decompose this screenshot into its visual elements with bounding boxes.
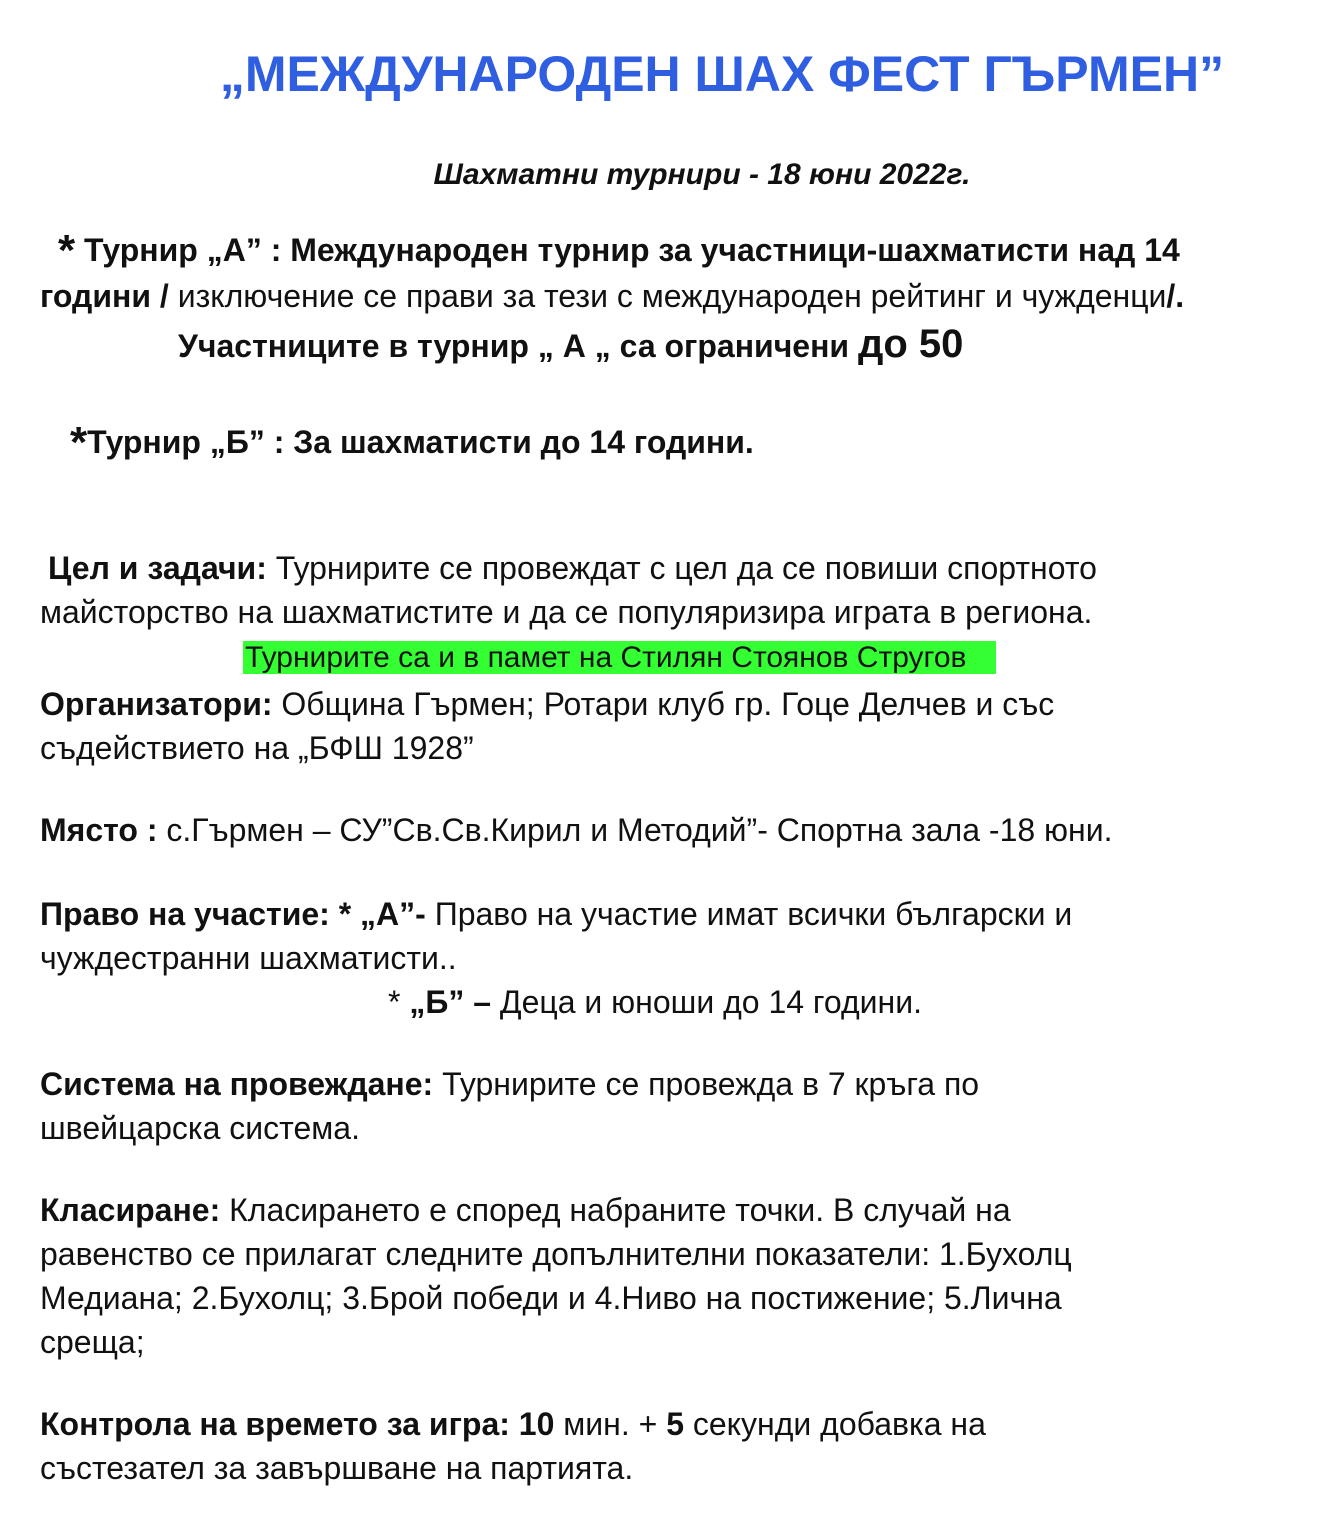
goals-line-1 bbox=[48, 546, 1097, 590]
tournament-a-note-bold: години / bbox=[40, 278, 169, 314]
time-control-label: Контрола на времето за игра: bbox=[40, 1406, 510, 1442]
time-control-minutes: 10 bbox=[509, 1406, 555, 1442]
eligibility-line-2: чуждестранни шахматисти.. bbox=[40, 940, 457, 976]
system-text-1: Турнирите се провежда в 7 кръга по bbox=[433, 1066, 980, 1102]
ranking-line-3: Медиана; 2.Бухолц; 3.Брой победи и 4.Ниво на постижение; 5.Лична bbox=[40, 1280, 1062, 1316]
ranking-text-1: Класирането е според набраните точки. В случай на bbox=[220, 1192, 1011, 1228]
tournament-a-limit-text: Участниците в турнир „ А „ са ограничени bbox=[178, 328, 858, 364]
organizers-label: Организатори: bbox=[40, 686, 273, 722]
goals-label: Цел и задачи: bbox=[48, 550, 267, 586]
ranking-line-4: среща; bbox=[40, 1324, 145, 1360]
tournament-a-title: Турнир „А” : Международен турнир за участници-шахматисти над 14 bbox=[84, 232, 1180, 268]
organizers-text-1: Община Гърмен; Ротари клуб гр. Гоце Делчев и със bbox=[272, 686, 1055, 722]
eligibility-text-1: Право на участие имат всички български и bbox=[425, 896, 1073, 932]
eligibility-b-star: * bbox=[388, 984, 410, 1020]
organizers-line-2: съдействието на „БФШ 1928” bbox=[40, 730, 474, 766]
page-subtitle: Шахматни турнири - 18 юни 2022г. bbox=[433, 158, 971, 191]
tournament-a-heading bbox=[58, 228, 1180, 273]
tournament-b-title: Турнир „Б” : За шахматисти до 14 години. bbox=[87, 424, 754, 460]
bullet-star: * bbox=[70, 418, 88, 467]
goals-text-1: Турнирите се провеждат с цел да се повиши спортното bbox=[266, 550, 1097, 586]
eligibility-b-label: „Б” – bbox=[409, 984, 492, 1020]
place-text: с.Гърмен – СУ”Св.Св.Кирил и Методий”- Спортна зала -18 юни. bbox=[157, 812, 1113, 848]
time-control-rest: секунди добавка на bbox=[683, 1406, 986, 1442]
memorial-highlight bbox=[243, 636, 996, 680]
place-label: Място : bbox=[40, 812, 158, 848]
system-line-1 bbox=[40, 1062, 979, 1106]
goals-line-2: майсторство на шахматистите и да се популяризира играта в региона. bbox=[40, 594, 1093, 630]
memorial-text: Турнирите са и в памет на Стилян Стоянов Стругов bbox=[243, 641, 996, 674]
system-line-2: швейцарска система. bbox=[40, 1110, 360, 1146]
ranking-label: Класиране: bbox=[40, 1192, 221, 1228]
time-control-min-text: мин. + bbox=[554, 1406, 667, 1442]
eligibility-b-text: Деца и юноши до 14 години. bbox=[491, 984, 922, 1020]
tournament-a-note-end: /. bbox=[1166, 278, 1185, 314]
eligibility-b-line bbox=[388, 980, 922, 1024]
ranking-line-1 bbox=[40, 1188, 1011, 1232]
organizers-line-1 bbox=[40, 682, 1054, 726]
tournament-b-heading bbox=[70, 420, 754, 465]
tournament-a-limit bbox=[178, 322, 963, 367]
system-label: Система на провеждане: bbox=[40, 1066, 434, 1102]
bullet-star: * bbox=[58, 226, 76, 275]
eligibility-label: Право на участие: * „А”- bbox=[40, 896, 426, 932]
place-line bbox=[40, 808, 1112, 852]
time-control-line-1 bbox=[40, 1402, 986, 1446]
tournament-a-limit-value: до 50 bbox=[857, 322, 964, 366]
tournament-a-note bbox=[40, 274, 1184, 318]
tournament-a-note-text: изключение се прави за тези с международен рейтинг и чужденци bbox=[168, 278, 1167, 314]
time-control-seconds: 5 bbox=[666, 1406, 684, 1442]
ranking-line-2: равенство се прилагат следните допълнителни показатели: 1.Бухолц bbox=[40, 1236, 1072, 1272]
time-control-line-2: състезател за завършване на партията. bbox=[40, 1450, 634, 1486]
eligibility-line-1 bbox=[40, 892, 1072, 936]
page-title: „МЕЖДУНАРОДЕН ШАХ ФЕСТ ГЪРМЕН” bbox=[219, 46, 1225, 102]
